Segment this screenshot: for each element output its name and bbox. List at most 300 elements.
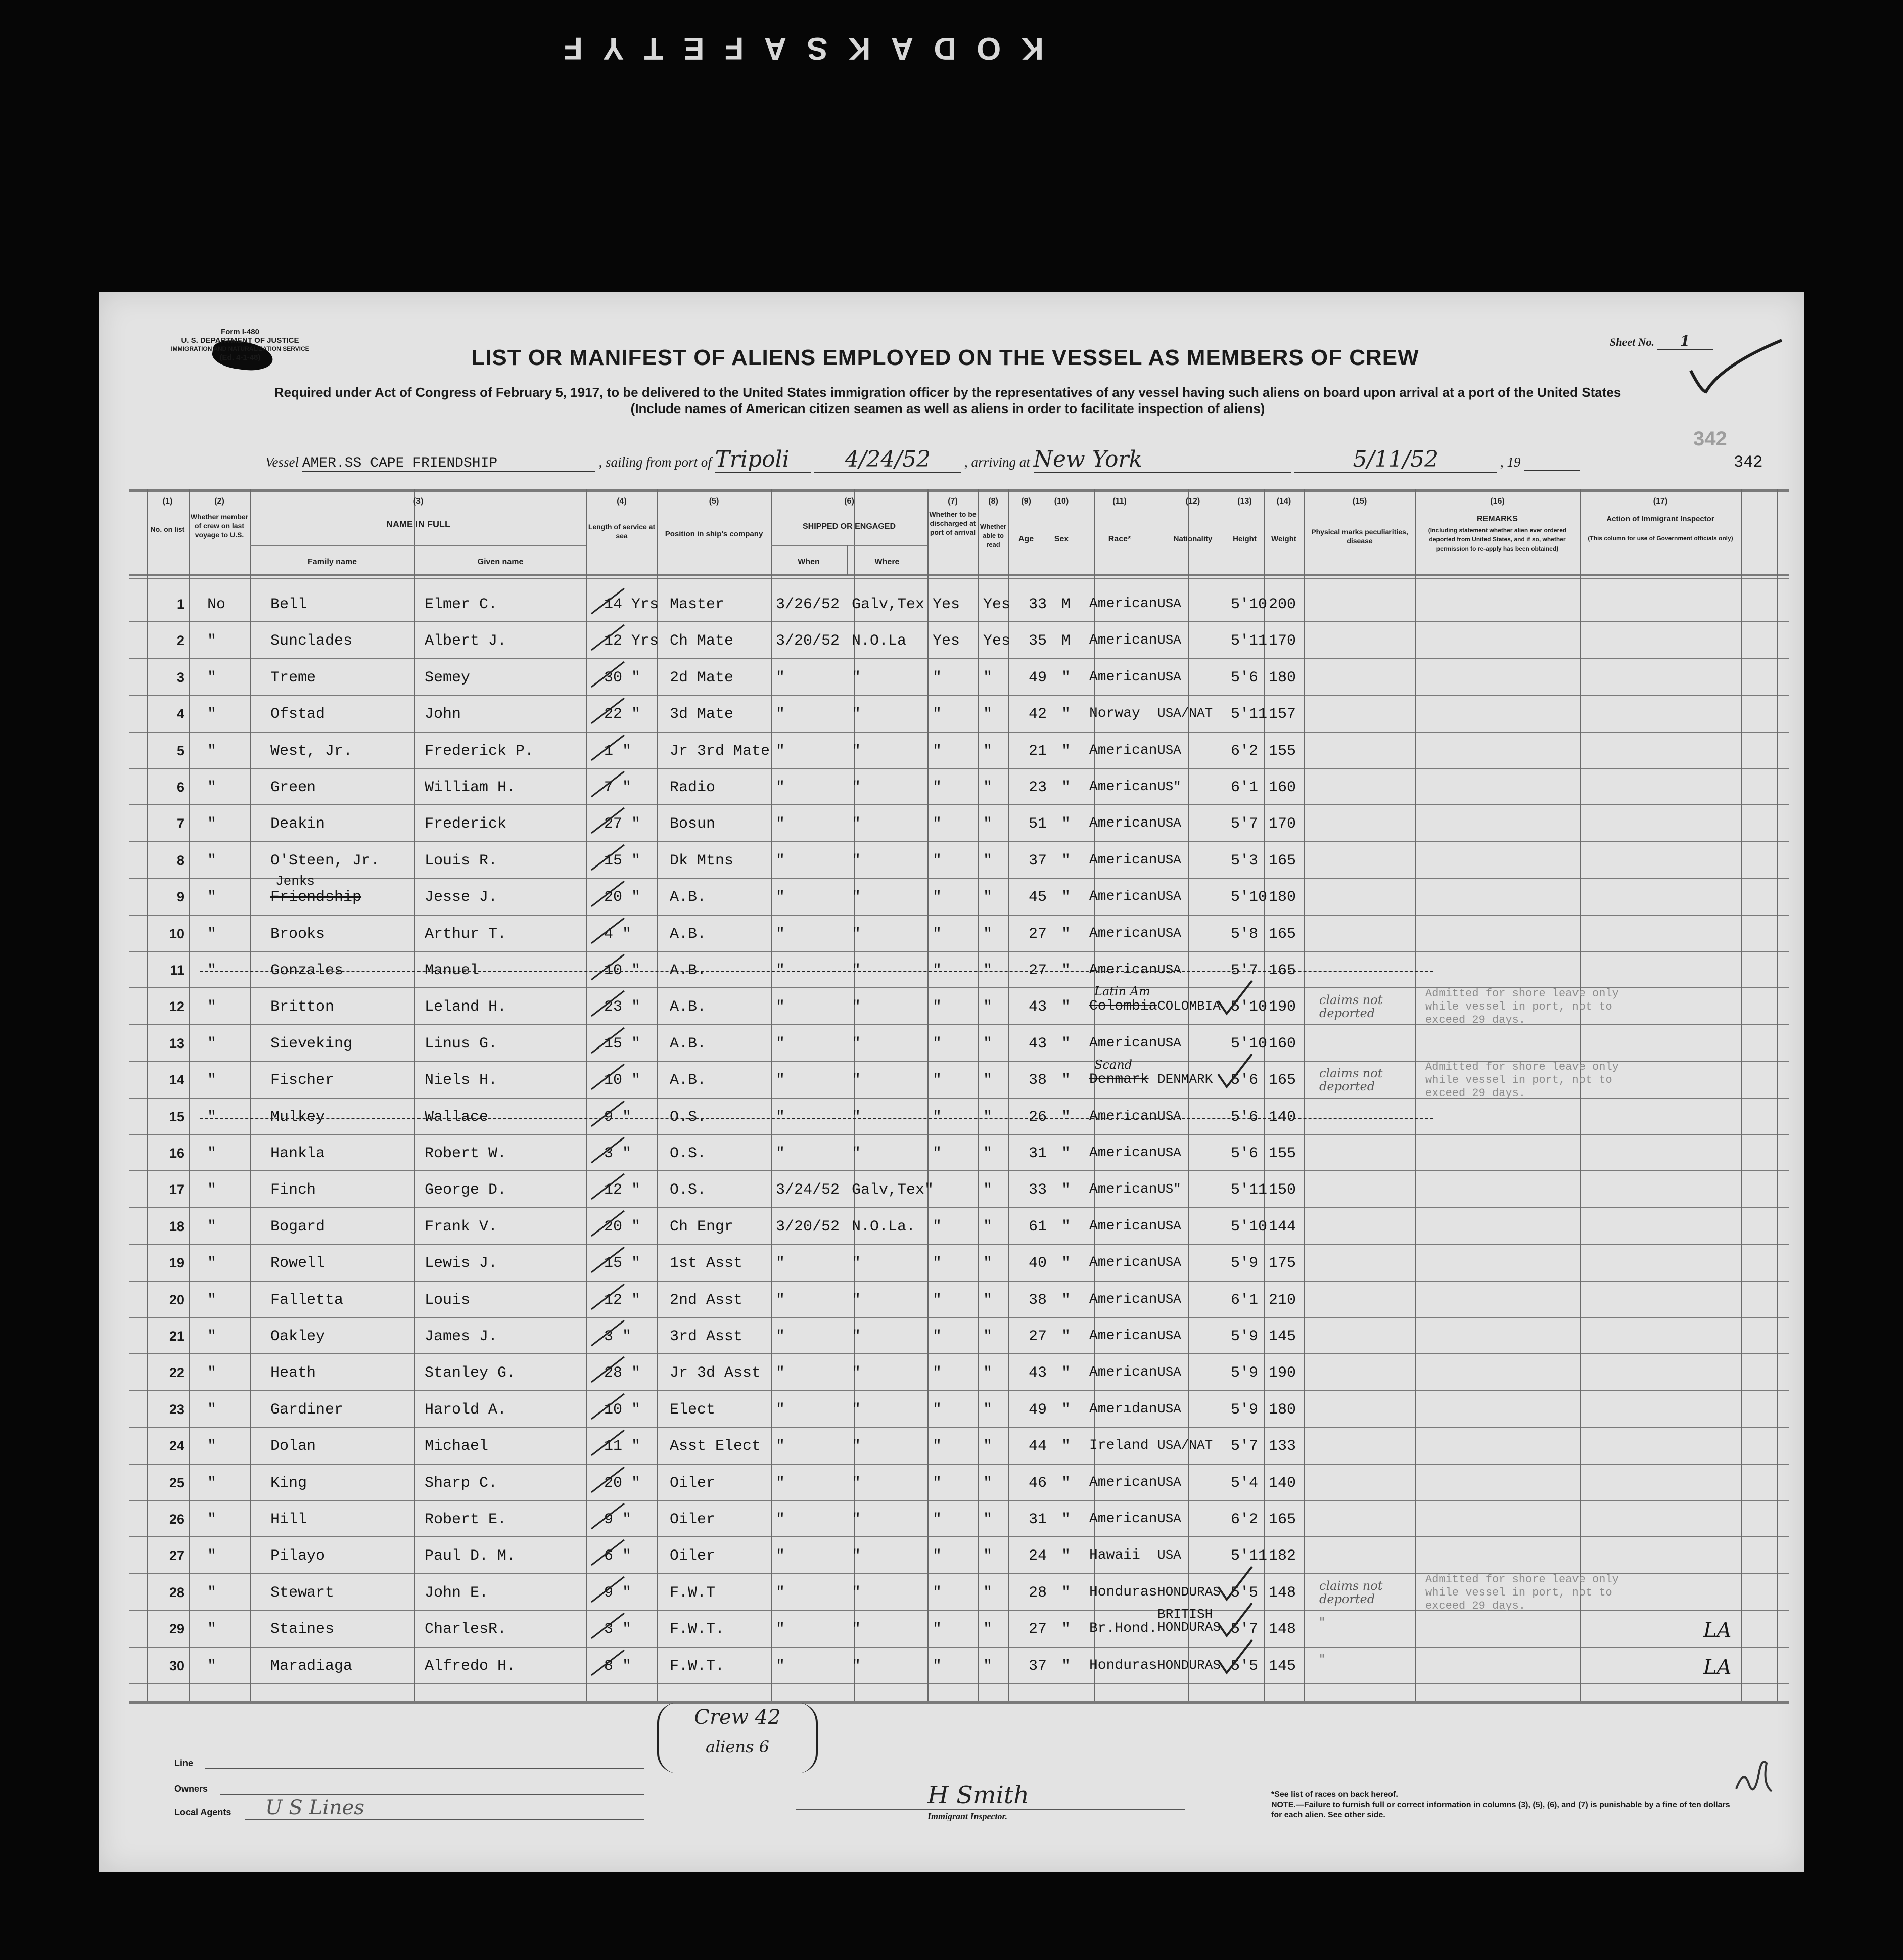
shipped-where-cell: "	[852, 852, 861, 870]
weight-cell: 210	[1269, 1291, 1296, 1309]
row-number: 23	[169, 1401, 184, 1417]
row-number: 6	[176, 780, 184, 795]
sex-cell: "	[1061, 1218, 1071, 1236]
race-cell: American	[1089, 1364, 1157, 1381]
film-edge-letter: K	[844, 31, 871, 66]
nationality-cell: USA	[1157, 669, 1181, 685]
nationality-cell: USA	[1157, 925, 1181, 941]
age-cell: 35	[1029, 632, 1047, 650]
race-cell: American	[1089, 1181, 1157, 1198]
nationality-cell: USA/NAT	[1157, 706, 1213, 721]
able-read-cell: "	[983, 1364, 993, 1382]
row-number: 20	[169, 1292, 184, 1307]
race-cell: American	[1089, 962, 1157, 978]
member-cell: "	[207, 889, 217, 906]
header-remarks-note: (Including statement whether alien ever ordered deported from United States, and if so, whether permission to re-apply has been obtained)	[1428, 527, 1567, 552]
weight-cell: 165	[1269, 925, 1296, 943]
shipped-where-cell: "	[852, 669, 861, 687]
film-edge-letter: O	[972, 31, 1001, 66]
race-cell: American	[1089, 742, 1157, 758]
member-cell: "	[207, 706, 217, 723]
length-service-cell: 12 "	[604, 1181, 641, 1199]
sex-cell: "	[1061, 998, 1071, 1016]
sex-cell: "	[1061, 1511, 1071, 1528]
check-mark-icon	[1216, 1052, 1259, 1092]
table-rule	[129, 1134, 1789, 1135]
agents-signature: U S Lines	[265, 1796, 364, 1819]
header-discharged: Whether to be discharged at port of arrival	[929, 510, 977, 536]
sailing-label: , sailing from port of	[598, 454, 712, 470]
race-cell: American	[1089, 815, 1157, 832]
given-name-cell: Jesse J.	[425, 889, 498, 906]
header-position: Position in ship's company	[665, 530, 763, 538]
family-name-cell: Oakley	[270, 1328, 326, 1345]
header-name: NAME IN FULL	[386, 519, 450, 529]
shipped-when-cell: "	[776, 1474, 785, 1492]
vessel-name: AMER.SS CAPE FRIENDSHIP	[302, 455, 595, 472]
table-rule	[129, 658, 1789, 659]
sex-cell: "	[1061, 1035, 1071, 1053]
discharged-cell: "	[933, 779, 942, 796]
table-rule	[129, 578, 1789, 579]
position-cell: O.S.	[670, 1145, 707, 1162]
member-cell: "	[207, 1108, 217, 1126]
age-cell: 31	[1029, 1511, 1047, 1528]
inspector-action-cell: LA	[1703, 1619, 1732, 1643]
row-number: 2	[176, 633, 184, 649]
tick-mark-icon	[589, 1354, 629, 1385]
given-name-cell: Frederick P.	[425, 742, 534, 760]
family-name-cell: Mulkey	[270, 1108, 326, 1126]
nationality-cell: USA	[1157, 742, 1181, 758]
port-to: New York	[1034, 446, 1291, 473]
film-edge-letter: S	[803, 31, 828, 66]
family-name-cell: Deakin	[270, 815, 326, 833]
discharged-cell: "	[933, 1072, 942, 1089]
family-name-cell: Treme	[270, 669, 316, 687]
sex-cell: M	[1061, 596, 1071, 613]
film-edge-letter: Y	[599, 31, 624, 66]
height-cell: 5'3	[1231, 852, 1259, 870]
age-cell: 33	[1029, 596, 1047, 613]
family-name-cell: West, Jr.	[270, 742, 353, 760]
position-cell: Oiler	[670, 1547, 716, 1565]
able-read-cell: "	[983, 1255, 993, 1272]
shipped-when-cell: "	[776, 1291, 785, 1309]
age-cell: 51	[1029, 815, 1047, 833]
table-column-rule	[586, 489, 587, 1701]
position-cell: Asst Elect	[670, 1438, 761, 1455]
given-name-cell: Linus G.	[425, 1035, 498, 1053]
remark-cell: Admitted for shore leave only while vessel in port, not to exceed 29 days.	[1425, 987, 1619, 1027]
age-cell: 37	[1029, 1657, 1047, 1675]
able-read-cell: "	[983, 1547, 993, 1565]
race-cell: Br.Hond.	[1089, 1621, 1157, 1637]
alien-count: aliens 6	[705, 1737, 770, 1756]
given-name-cell: John	[425, 706, 461, 723]
family-name-cell: Britton	[270, 998, 335, 1016]
age-cell: 61	[1029, 1218, 1047, 1236]
shipped-when-cell: 3/20/52	[776, 632, 840, 650]
sex-cell: "	[1061, 1584, 1071, 1602]
nationality-cell: USA	[1157, 1511, 1181, 1526]
nationality-cell: DENMARK	[1157, 1072, 1213, 1087]
shipped-when-cell: "	[776, 1328, 785, 1345]
table-rule	[129, 1317, 1789, 1318]
age-cell: 44	[1029, 1438, 1047, 1455]
weight-cell: 155	[1269, 1145, 1296, 1162]
sex-cell: "	[1061, 1328, 1071, 1345]
table-rule	[129, 489, 1789, 492]
position-cell: A.B.	[670, 1035, 707, 1053]
height-cell: 5'5	[1231, 1584, 1259, 1602]
member-cell: "	[207, 779, 217, 796]
discharged-cell: "	[933, 925, 942, 943]
sheet-label: Sheet No.	[1610, 336, 1654, 348]
film-edge-letter: K	[1017, 31, 1044, 66]
length-service-cell: 22 "	[604, 706, 641, 723]
age-cell: 42	[1029, 706, 1047, 723]
shipped-where-cell: Galv,Tex"	[852, 1181, 934, 1199]
shipped-when-cell: "	[776, 706, 785, 723]
family-name-cell: Gardiner	[270, 1401, 344, 1419]
column-number: (3)	[413, 497, 424, 506]
check-mark-icon	[1686, 335, 1787, 396]
tick-mark-icon	[589, 1428, 629, 1458]
length-service-cell: 4 "	[604, 925, 632, 943]
able-read-cell: "	[983, 1401, 993, 1419]
row-number: 5	[176, 743, 184, 758]
height-cell: 5'5	[1231, 1657, 1259, 1675]
shipped-when-cell: "	[776, 925, 785, 943]
able-read-cell: "	[983, 1438, 993, 1455]
race-cell: Hawaii	[1089, 1547, 1140, 1564]
sex-cell: "	[1061, 779, 1071, 796]
row-number: 26	[169, 1512, 184, 1527]
table-rule	[129, 1427, 1789, 1428]
weight-cell: 133	[1269, 1438, 1296, 1455]
family-name-cell: Staines	[270, 1621, 335, 1638]
position-cell: F.W.T	[670, 1584, 716, 1602]
race-cell: American	[1089, 1145, 1157, 1161]
sex-cell: "	[1061, 1547, 1071, 1565]
shipped-where-cell: Galv,Tex	[852, 596, 925, 613]
family-name-cell: Stewart	[270, 1584, 335, 1602]
shipped-where-cell: "	[852, 1364, 861, 1382]
penalty-note: NOTE.—Failure to furnish full or correct information in columns (3), (5), (6), and (7) is punishable by a fine of ten dollars for each alien. See other side.	[1271, 1801, 1730, 1819]
shipped-where-cell: "	[852, 1401, 861, 1419]
given-name-cell: Alfredo H.	[425, 1657, 516, 1675]
sex-cell: "	[1061, 1145, 1071, 1162]
age-cell: 43	[1029, 1364, 1047, 1382]
nationality-cell: USA	[1157, 1328, 1181, 1343]
shipped-where-cell: "	[852, 742, 861, 760]
height-cell: 5'7	[1231, 962, 1259, 979]
table-rule	[129, 695, 1789, 696]
race-correction: Scand	[1094, 1058, 1133, 1072]
crew-count: Crew 42	[694, 1706, 781, 1729]
shipped-where-cell: "	[852, 779, 861, 796]
stamp-number: 342	[1693, 428, 1727, 450]
able-read-cell: Yes	[983, 596, 1011, 613]
family-name-cell: Friendship	[270, 889, 362, 906]
tick-mark-icon	[589, 1391, 629, 1422]
race-cell: American	[1089, 669, 1157, 685]
length-service-cell: 11 "	[604, 1438, 641, 1455]
race-cell: Denmark	[1089, 1072, 1149, 1088]
race-cell: American	[1089, 889, 1157, 905]
height-cell: 5'8	[1231, 925, 1259, 943]
family-name-cell: Hill	[270, 1511, 307, 1528]
date-to: 5/11/52	[1294, 446, 1497, 473]
table-column-rule	[927, 489, 929, 1701]
table-rule	[129, 1647, 1789, 1648]
age-cell: 37	[1029, 852, 1047, 870]
member-cell: "	[207, 815, 217, 833]
shipped-when-cell: "	[776, 1438, 785, 1455]
table-column-rule	[1188, 489, 1189, 1701]
member-cell: "	[207, 1511, 217, 1528]
shipped-where-cell: "	[852, 1584, 861, 1602]
table-column-rule	[414, 489, 415, 1701]
table-rule	[129, 1207, 1789, 1208]
shipped-where-cell: N.O.La.	[852, 1218, 916, 1236]
header-sex: Sex	[1054, 535, 1069, 543]
table-rule	[771, 545, 927, 546]
tick-mark-icon	[589, 1025, 629, 1056]
family-name-cell: Rowell	[270, 1255, 326, 1272]
able-read-cell: "	[983, 1108, 993, 1126]
inspector-action-cell: LA	[1703, 1655, 1732, 1679]
weight-cell: 190	[1269, 1364, 1296, 1382]
nationality-cell: HONDURAS	[1157, 1657, 1221, 1673]
strike-through-line	[200, 971, 1433, 972]
position-cell: Master	[670, 596, 725, 613]
nationality-cell: USA	[1157, 1108, 1181, 1124]
age-cell: 33	[1029, 1181, 1047, 1199]
race-cell: Ireland	[1089, 1438, 1149, 1454]
nationality-cell: USA	[1157, 632, 1181, 648]
header-physical: Physical marks peculiarities, disease	[1311, 528, 1408, 545]
column-number: (5)	[709, 497, 719, 506]
discharged-cell: "	[933, 1108, 942, 1126]
able-read-cell: "	[983, 1584, 993, 1602]
discharged-cell: "	[933, 669, 942, 687]
able-read-cell: "	[983, 1072, 993, 1089]
member-cell: "	[207, 1657, 217, 1675]
table-rule	[129, 804, 1789, 805]
length-service-cell: 9 "	[604, 1511, 632, 1528]
table-column-rule	[147, 489, 148, 1701]
column-number: (11)	[1112, 497, 1127, 506]
discharged-cell: "	[933, 1218, 942, 1236]
weight-cell: 165	[1269, 962, 1296, 979]
member-cell: "	[207, 925, 217, 943]
given-name-cell: Leland H.	[425, 998, 507, 1016]
able-read-cell: Yes	[983, 632, 1011, 650]
film-edge-letter: F	[560, 31, 583, 66]
position-cell: A.B.	[670, 962, 707, 979]
tick-mark-icon	[589, 1062, 629, 1092]
member-cell: "	[207, 1364, 217, 1382]
sex-cell: "	[1061, 962, 1071, 979]
sex-cell: "	[1061, 815, 1071, 833]
row-number: 11	[170, 963, 184, 978]
height-cell: 6'2	[1231, 1511, 1259, 1528]
given-name-cell: Arthur T.	[425, 925, 507, 943]
weight-cell: 150	[1269, 1181, 1296, 1199]
member-cell: "	[207, 1072, 217, 1089]
height-cell: 5'7	[1231, 1621, 1259, 1638]
sex-cell: "	[1061, 1474, 1071, 1492]
race-cell: American	[1089, 1218, 1157, 1234]
sex-cell: "	[1061, 852, 1071, 870]
able-read-cell: "	[983, 1218, 993, 1236]
given-name-cell: William H.	[425, 779, 516, 796]
able-read-cell: "	[983, 1621, 993, 1638]
row-number: 17	[169, 1182, 184, 1198]
age-cell: 43	[1029, 998, 1047, 1016]
table-column-rule	[1415, 489, 1416, 1701]
family-name-cell: Bell	[270, 596, 307, 613]
length-service-cell: 14 Yrs	[604, 596, 659, 613]
row-number: 18	[169, 1218, 184, 1234]
given-name-cell: Wallace	[425, 1108, 489, 1126]
height-cell: 5'7	[1231, 1438, 1259, 1455]
column-number: (15)	[1352, 497, 1367, 506]
shipped-when-cell: 3/26/52	[776, 596, 840, 613]
height-cell: 5'9	[1231, 1364, 1259, 1382]
nationality-cell: USA	[1157, 1474, 1181, 1490]
age-cell: 38	[1029, 1291, 1047, 1309]
height-cell: 5'10	[1231, 1035, 1268, 1053]
tick-mark-icon	[589, 1501, 632, 1531]
weight-cell: 170	[1269, 815, 1296, 833]
tick-mark-icon	[589, 1171, 629, 1202]
position-cell: Dk Mtns	[670, 852, 734, 870]
weight-cell: 180	[1269, 669, 1296, 687]
length-service-cell: 15 "	[604, 852, 641, 870]
shipped-when-cell: "	[776, 998, 785, 1016]
header-action: Action of Immigrant Inspector	[1606, 515, 1714, 523]
nationality-cell: USA	[1157, 1364, 1181, 1380]
length-service-cell: 6 "	[604, 1547, 632, 1565]
table-column-rule	[978, 489, 979, 1701]
given-name-cell: Manuel	[425, 962, 480, 979]
nationality-cell: USA	[1157, 1218, 1181, 1234]
table-rule	[129, 951, 1789, 952]
shipped-where-cell: "	[852, 1438, 861, 1455]
header-member: Whether member of crew on last voyage to U.S.	[190, 513, 249, 539]
weight-cell: 182	[1269, 1547, 1296, 1565]
discharged-cell: Yes	[933, 632, 960, 650]
line-field	[205, 1768, 644, 1769]
vessel-line	[265, 446, 1580, 473]
nationality-cell: US"	[1157, 1181, 1181, 1197]
tick-mark-icon	[589, 622, 629, 653]
given-name-cell: Lewis J.	[425, 1255, 498, 1272]
family-name-cell: Dolan	[270, 1438, 316, 1455]
able-read-cell: "	[983, 1511, 993, 1528]
discharged-cell: "	[933, 1291, 942, 1309]
weight-cell: 180	[1269, 889, 1296, 906]
family-name-cell: Falletta	[270, 1291, 344, 1309]
sex-cell: "	[1061, 1621, 1071, 1638]
weight-cell: 170	[1269, 632, 1296, 650]
member-cell: "	[207, 1181, 217, 1199]
weight-cell: 144	[1269, 1218, 1296, 1236]
able-read-cell: "	[983, 852, 993, 870]
column-number: (9)	[1021, 497, 1031, 506]
weight-cell: 165	[1269, 852, 1296, 870]
tick-mark-icon	[589, 1135, 632, 1165]
member-cell: No	[207, 596, 226, 613]
physical-marks-cell: claims not deported	[1319, 1578, 1383, 1606]
age-cell: 46	[1029, 1474, 1047, 1492]
given-name-cell: Louis	[425, 1291, 471, 1309]
length-service-cell: 10 "	[604, 962, 641, 979]
table-column-rule	[189, 489, 190, 1701]
family-name-cell: O'Steen, Jr.	[270, 852, 380, 870]
races-note: *See list of races on back hereof.	[1271, 1790, 1398, 1799]
family-name-cell: Fischer	[270, 1072, 335, 1089]
table-rule	[129, 1683, 1789, 1684]
shipped-where-cell: "	[852, 1072, 861, 1089]
discharged-cell: "	[933, 815, 942, 833]
weight-cell: 175	[1269, 1255, 1296, 1272]
age-cell: 43	[1029, 1035, 1047, 1053]
position-cell: Bosun	[670, 815, 716, 833]
year-field	[1524, 454, 1580, 471]
shipped-when-cell: "	[776, 1584, 785, 1602]
able-read-cell: "	[983, 1145, 993, 1162]
shipped-where-cell: "	[852, 998, 861, 1016]
remark-cell: Admitted for shore leave only while vessel in port, not to exceed 29 days.	[1425, 1061, 1619, 1100]
shipped-where-cell: "	[852, 1108, 861, 1126]
position-cell: A.B.	[670, 889, 707, 906]
height-cell: 5'7	[1231, 815, 1259, 833]
age-cell: 23	[1029, 779, 1047, 796]
weight-cell: 140	[1269, 1474, 1296, 1492]
able-read-cell: "	[983, 962, 993, 979]
row-number: 30	[169, 1658, 184, 1673]
shipped-when-cell: "	[776, 1108, 785, 1126]
column-number: (8)	[988, 497, 998, 506]
table-rule	[129, 1170, 1789, 1171]
height-cell: 5'10	[1231, 596, 1268, 613]
check-mark-icon	[1216, 1601, 1259, 1641]
tick-mark-icon	[589, 952, 629, 982]
column-number: (16)	[1490, 497, 1505, 506]
height-cell: 5'11	[1231, 1547, 1268, 1565]
table-rule	[129, 1701, 1789, 1704]
height-cell: 5'11	[1231, 632, 1268, 650]
member-cell: "	[207, 1547, 217, 1565]
tick-mark-icon	[589, 1318, 632, 1348]
family-name-cell: Maradiaga	[270, 1657, 353, 1675]
discharged-cell: "	[933, 852, 942, 870]
header-where: Where	[874, 558, 900, 566]
weight-cell: 155	[1269, 742, 1296, 760]
nationality-cell: USA	[1157, 1145, 1181, 1160]
height-cell: 6'1	[1231, 1291, 1259, 1309]
age-cell: 49	[1029, 1401, 1047, 1419]
tick-mark-icon	[589, 696, 629, 726]
length-service-cell: 12 "	[604, 1291, 641, 1309]
film-edge-letter: D	[930, 31, 956, 66]
sex-cell: "	[1061, 1657, 1071, 1675]
nationality-cell: HONDURAS	[1157, 1584, 1221, 1600]
